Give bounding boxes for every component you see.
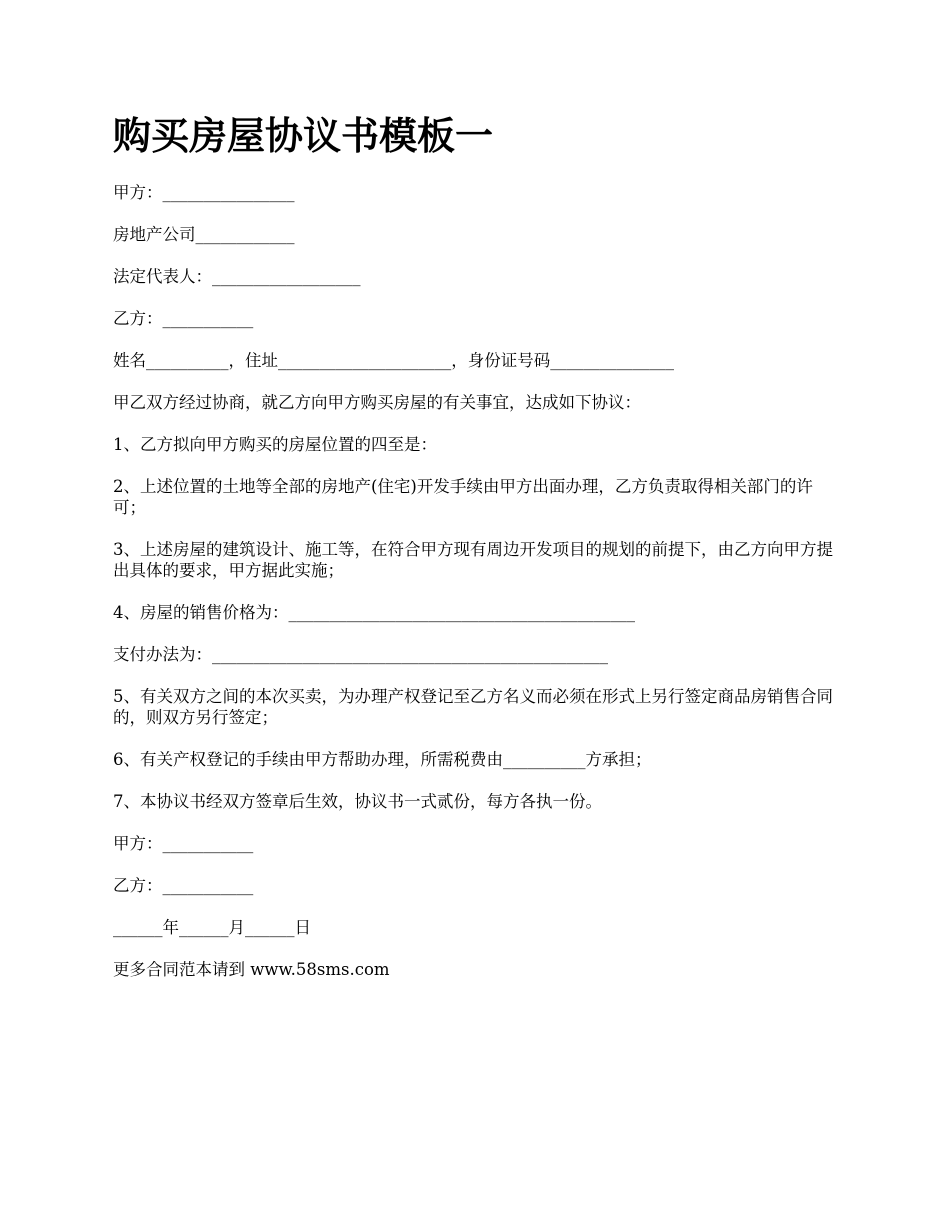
real-estate-company-line: 房地产公司____________: [113, 225, 295, 244]
clause-1: 1、乙方拟向甲方购买的房屋位置的四至是：: [113, 435, 437, 454]
agreement-intro: 甲乙双方经过协商，就乙方向甲方购买房屋的有关事宜，达成如下协议：: [113, 393, 641, 412]
clause-3: 3、上述房屋的建筑设计、施工等，在符合甲方现有周边开发项目的规划的前提下，由乙方向甲方提出具体的要求，甲方据此实施；: [113, 540, 833, 580]
document-page: [113, 112, 833, 1001]
party-a-line: 甲方：________________: [113, 183, 295, 202]
footer-note: 更多合同范本请到 www.58sms.com: [113, 960, 390, 979]
clause-2: 2、上述位置的土地等全部的房地产(住宅)开发手续由甲方出面办理，乙方负责取得相关部门的许可；: [113, 477, 813, 517]
clause-4-price: 4、房屋的销售价格为：__________________________________________: [113, 603, 635, 622]
date-line: ______年______月______日: [113, 918, 311, 937]
document-title: 购买房屋协议书模板一: [113, 114, 494, 158]
party-b-details-line: 姓名__________，住址_____________________，身份证号码_______________: [113, 351, 674, 370]
clause-7: 7、本协议书经双方签章后生效，协议书一式贰份，每方各执一份。: [113, 792, 602, 811]
signature-party-b: 乙方：___________: [113, 876, 254, 895]
clause-6: 6、有关产权登记的手续由甲方帮助办理，所需税费由__________方承担；: [113, 750, 652, 769]
signature-party-a: 甲方：___________: [113, 834, 254, 853]
payment-method-line: 支付办法为：________________________________________________: [113, 645, 608, 664]
legal-representative-line: 法定代表人：__________________: [113, 267, 361, 286]
clause-5: 5、有关双方之间的本次买卖，为办理产权登记至乙方名义而必须在形式上另行签定商品房销售合同的，则双方另行签定；: [113, 687, 833, 727]
party-b-line: 乙方：___________: [113, 309, 254, 328]
